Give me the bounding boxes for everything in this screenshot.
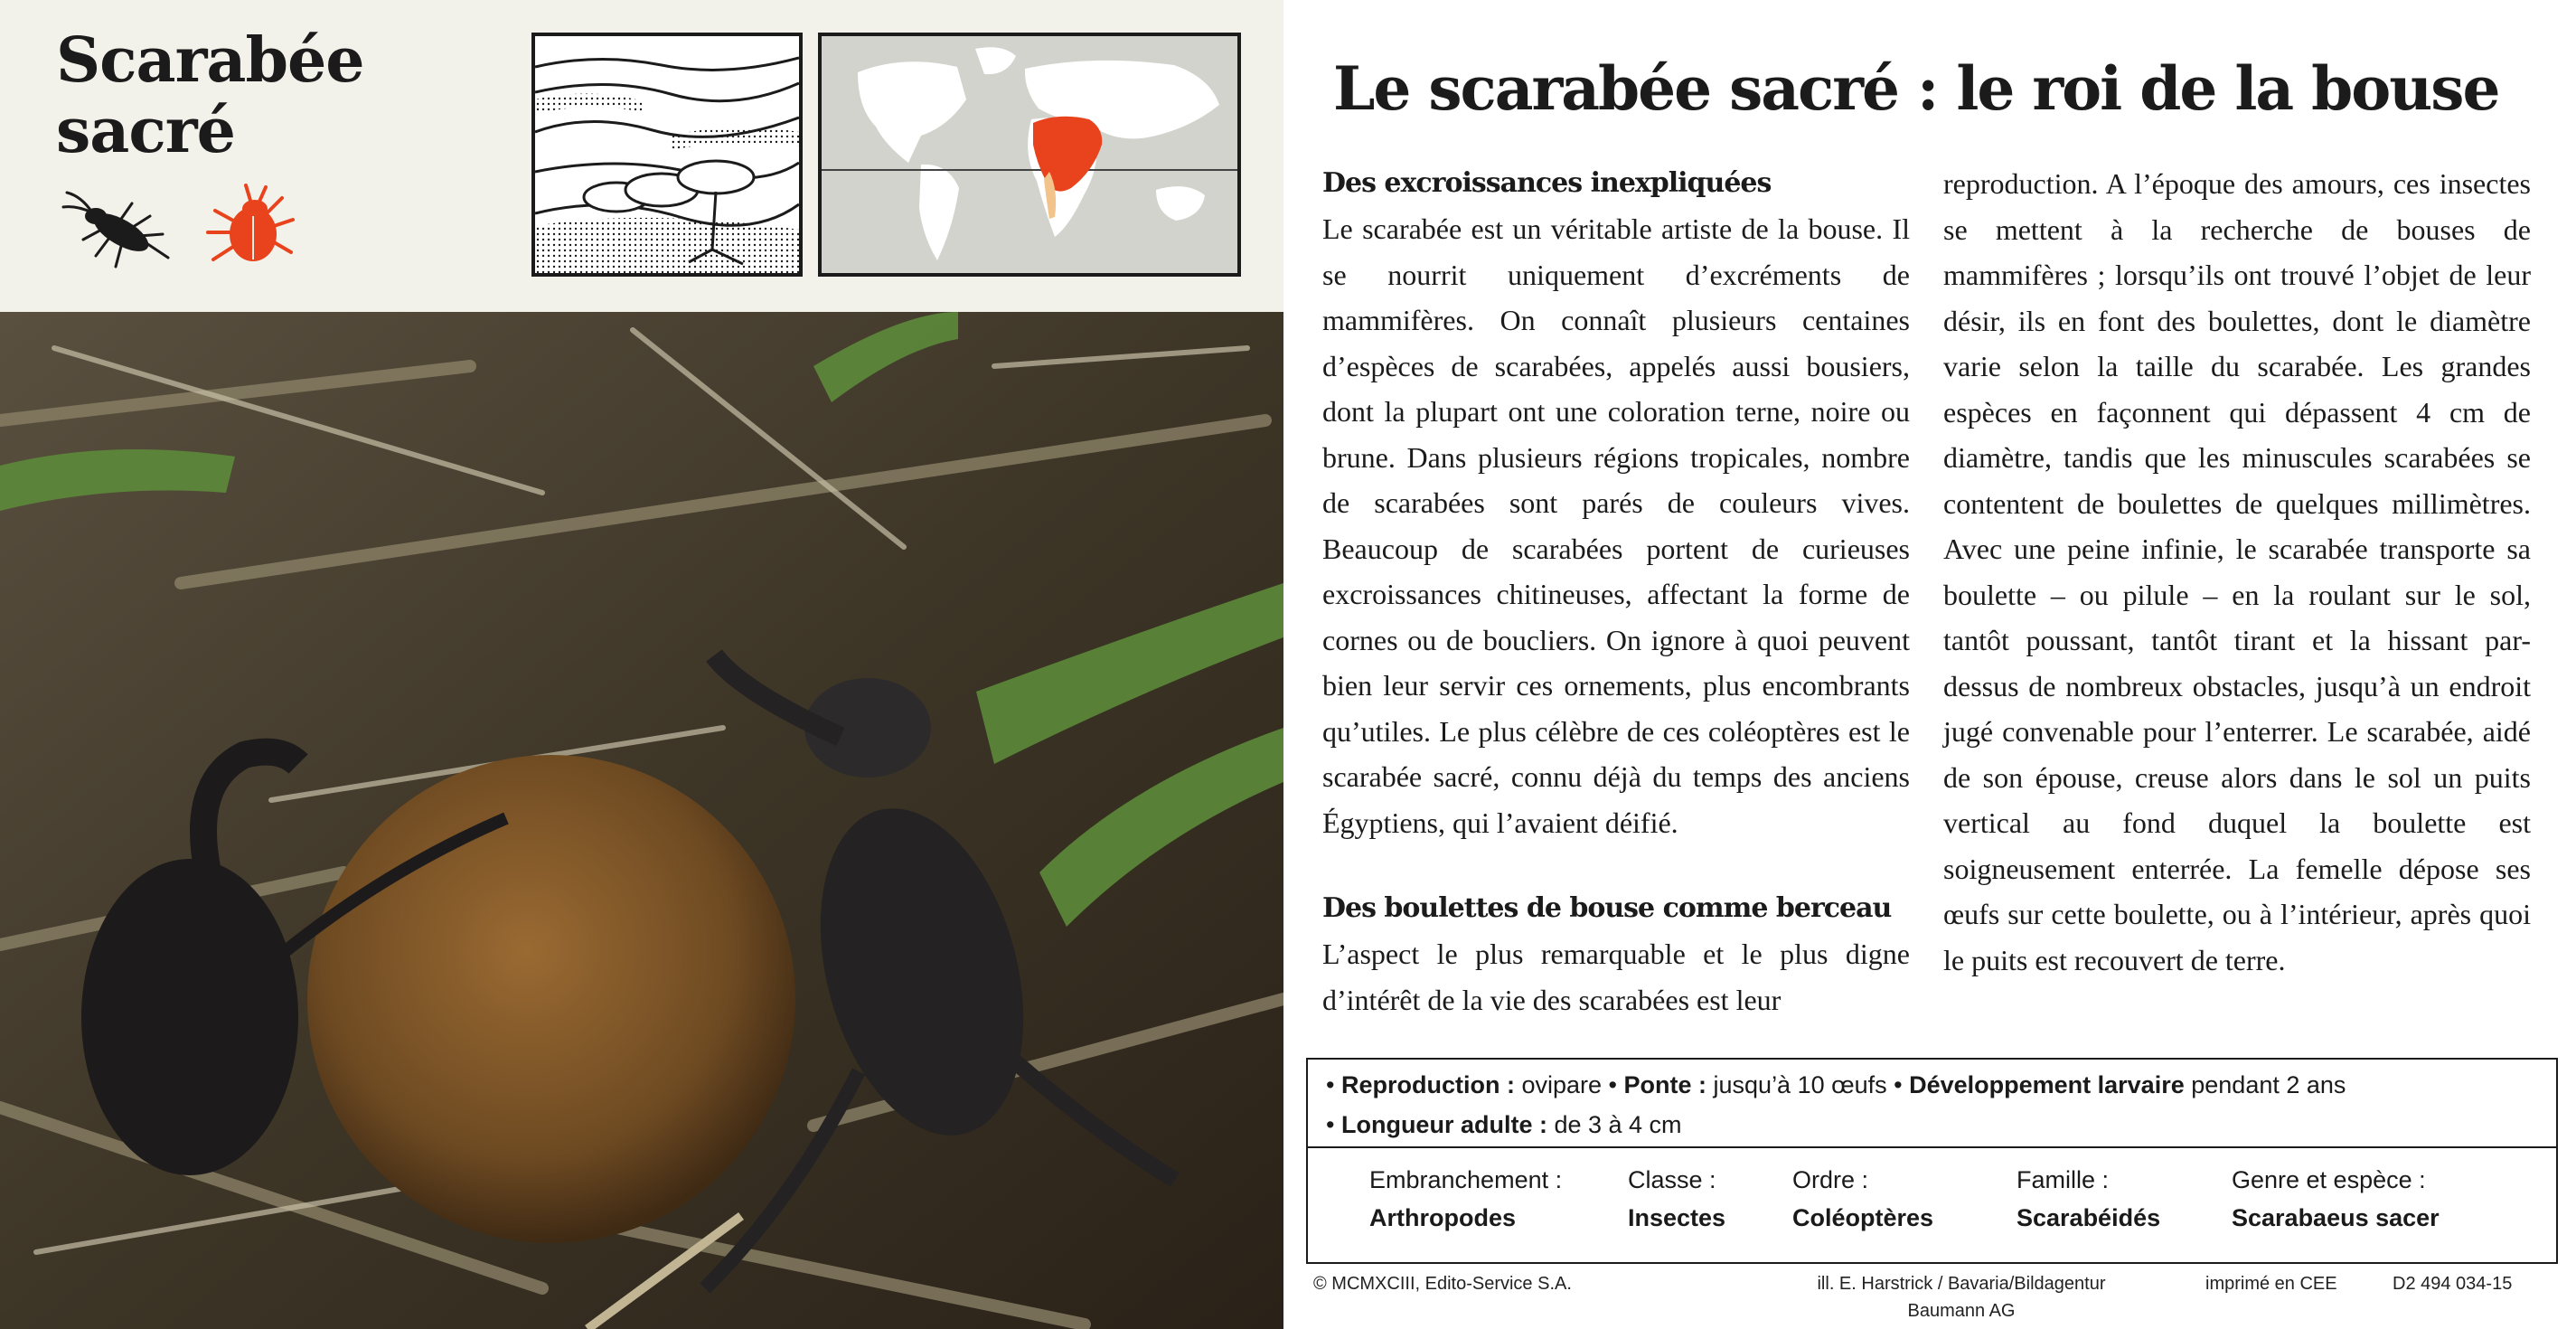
classification-value: Insectes bbox=[1628, 1204, 1726, 1231]
ponte-label: Ponte : bbox=[1623, 1071, 1706, 1098]
species-name bbox=[56, 25, 490, 166]
body-paragraph-1: Le scarabée est un véritable artiste de la bouse. Il se nourrit uniquement d’excréments de mammifères. On connaît plusieurs centaines d’espèces de scarabées, appelés aussi bousiers, dont la plupart ont une coloration terne, noire ou brune. Dans plusieurs régions tropicales, nombre de scarabées sont parés de couleurs vives. Beaucoup de scarabées portent de curieuses excroissances chitineuses, affectant la forme de cornes ou de boucliers. On ignore à quoi peuvent bien leur servir ces ornements, plus encombrants qu’utiles. Le plus célèbre de ces coléoptères est le scarabée sacré, connu déjà du temps des anciens Égyptiens, qui l’avaient déifié. bbox=[1322, 212, 1910, 839]
classification-label: Ordre : bbox=[1792, 1166, 1869, 1193]
length-value: de 3 à 4 cm bbox=[1554, 1111, 1682, 1138]
species-name-line1: Scarabée bbox=[56, 24, 364, 97]
facts-line-1: • Reproduction : ovipare • Ponte : jusqu’à 10 œufs • Développement larvaire pendant 2 ans bbox=[1326, 1071, 2346, 1098]
world-distribution-map bbox=[822, 36, 1237, 273]
main-title: Le scarabée sacré : le roi de la bouse bbox=[1333, 53, 2499, 124]
species-name-line2: sacré bbox=[56, 95, 235, 167]
dev-label: Développement larvaire bbox=[1909, 1071, 2185, 1098]
classification-value: Coléoptères bbox=[1792, 1204, 1934, 1231]
section-heading-boulettes: Des boulettes de bouse comme berceau bbox=[1322, 892, 1892, 924]
footer-copyright: © MCMXCIII, Edito-Service S.A. bbox=[1313, 1274, 1572, 1294]
body-paragraph-2: L’aspect le plus remarquable et le plus digne d’intérêt de la vie des scarabées est leur bbox=[1322, 938, 1910, 1016]
body-paragraph-3: reproduction. A l’époque des amours, ces insectes se mettent à la recherche de bouses de mammifères ; lorsqu’ils ont trouvé l’objet de leur désir, ils en font des boulettes, dont le diamètre varie selon la taille du scarabée. Les grandes espèces en façonnent qui dépassent 4 cm de diamètre, tandis que les minuscules scarabées se contentent de boulettes de quelques millimètres. Avec une peine infinie, le scarabée transporte sa boulette – ou pilule – en la roulant sur le sol, tantôt poussant, tantôt tirant et la hissant par-dessus de nombreux obstacles, jusqu’à un endroit jugé convenable pour l’enterrer. Le scarabée, aidé de son épouse, creuse alors dans le sol un puits vertical au fond duquel la boulette est soigneusement enterrée. La femelle dépose ses œufs sur cette boulette, ou à l’intérieur, après quoi le puits est recouvert de terre. bbox=[1943, 167, 2531, 976]
classification-embranchement bbox=[1369, 1161, 1562, 1237]
savanna-habitat-icon bbox=[535, 36, 799, 273]
facts-line-2: • Longueur adulte : de 3 à 4 cm bbox=[1326, 1111, 1682, 1138]
classification-ordre bbox=[1792, 1161, 1933, 1237]
classification-value: Scarabéidés bbox=[2017, 1204, 2161, 1231]
text-column-2 bbox=[1943, 161, 2531, 983]
classification-label: Embranchement : bbox=[1369, 1166, 1563, 1193]
classification-label: Famille : bbox=[2017, 1166, 2110, 1193]
classification-value: Scarabaeus sacer bbox=[2232, 1204, 2440, 1231]
stag-beetle-icon bbox=[56, 176, 174, 276]
section-heading-excroissances: Des excroissances inexpliquées bbox=[1322, 167, 1772, 199]
reproduction-label: Reproduction : bbox=[1340, 1071, 1515, 1098]
classification-label: Genre et espèce : bbox=[2232, 1166, 2426, 1193]
ponte-value: jusqu’à 10 œufs bbox=[1713, 1071, 1887, 1098]
footer-code: D2 494 034-15 bbox=[2393, 1274, 2513, 1294]
footer-credit-line2: Baumann AG bbox=[1907, 1301, 2016, 1321]
classification-classe bbox=[1628, 1161, 1725, 1237]
length-label: Longueur adulte : bbox=[1340, 1111, 1547, 1138]
classification-value: Arthropodes bbox=[1369, 1204, 1516, 1231]
distribution-map bbox=[818, 33, 1241, 277]
scarab-beetle-icon bbox=[199, 176, 303, 276]
footer-credit-line1: ill. E. Harstrick / Bavaria/Bildagentur bbox=[1817, 1274, 2106, 1294]
footer-credit bbox=[1753, 1270, 2169, 1324]
footer-printed: imprimé en CEE bbox=[2205, 1274, 2337, 1294]
reproduction-value: ovipare bbox=[1521, 1071, 1603, 1098]
habitat-illustration bbox=[531, 33, 803, 277]
dev-value: pendant 2 ans bbox=[2191, 1071, 2346, 1098]
classification-label: Classe : bbox=[1628, 1166, 1716, 1193]
classification-famille bbox=[2017, 1161, 2160, 1237]
text-column-1 bbox=[1322, 161, 1910, 1023]
scarab-photo bbox=[0, 312, 1283, 1329]
classification-genre-espece bbox=[2232, 1161, 2440, 1237]
scarab-rolling-dung-ball-image bbox=[0, 312, 1283, 1329]
right-card bbox=[1288, 0, 2576, 1329]
facts-box bbox=[1306, 1058, 2558, 1148]
left-card bbox=[0, 0, 1283, 1329]
classification-box bbox=[1306, 1148, 2558, 1264]
